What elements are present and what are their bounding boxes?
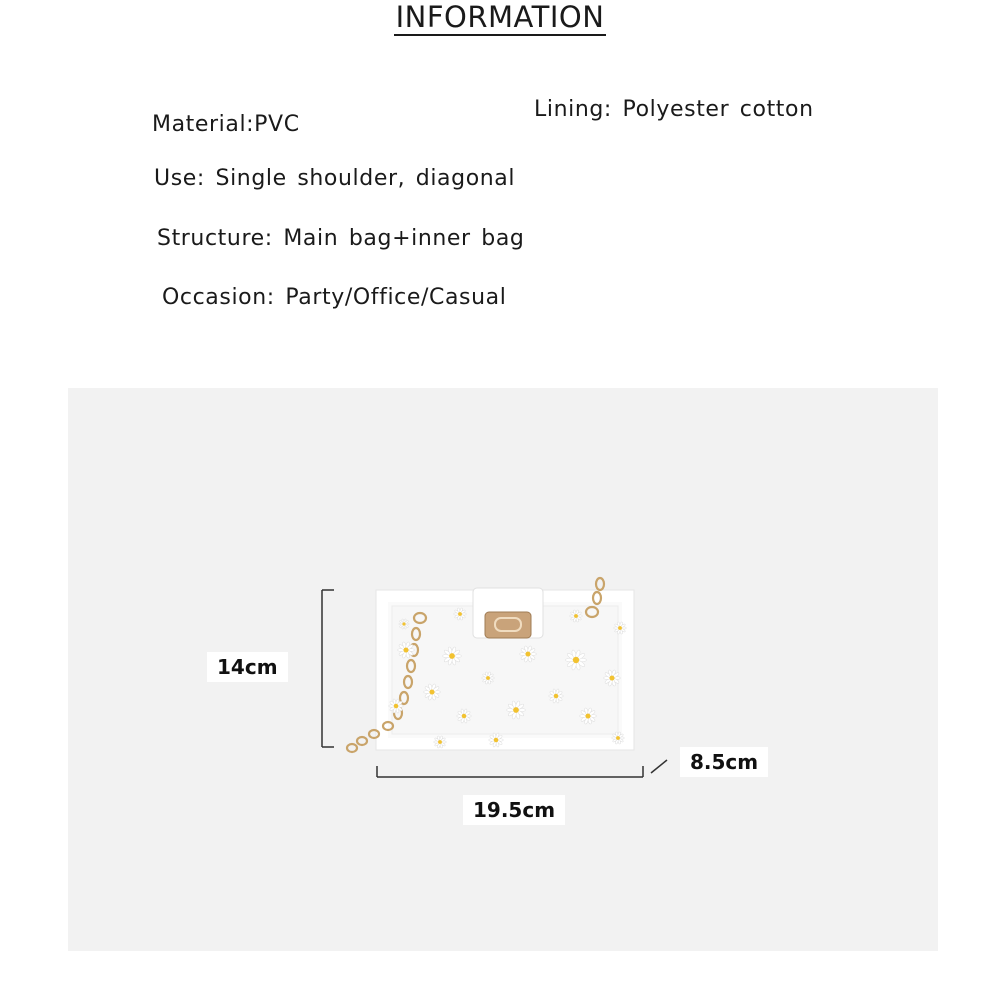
spec-material: Material:PVC (152, 112, 300, 137)
height-label: 14cm (207, 652, 288, 682)
spec-use: Use: Single shoulder, diagonal (154, 166, 516, 191)
width-label: 19.5cm (463, 795, 565, 825)
page-title-text: INFORMATION (395, 0, 605, 34)
bag-illustration (347, 578, 634, 752)
depth-line (651, 760, 667, 773)
clasp-icon (485, 612, 531, 638)
depth-label: 8.5cm (680, 747, 768, 777)
width-bracket (377, 766, 643, 777)
height-bracket (322, 590, 334, 747)
spec-occasion: Occasion: Party/Office/Casual (162, 285, 507, 310)
spec-lining: Lining: Polyester cotton (534, 97, 814, 122)
spec-structure: Structure: Main bag+inner bag (157, 226, 525, 251)
